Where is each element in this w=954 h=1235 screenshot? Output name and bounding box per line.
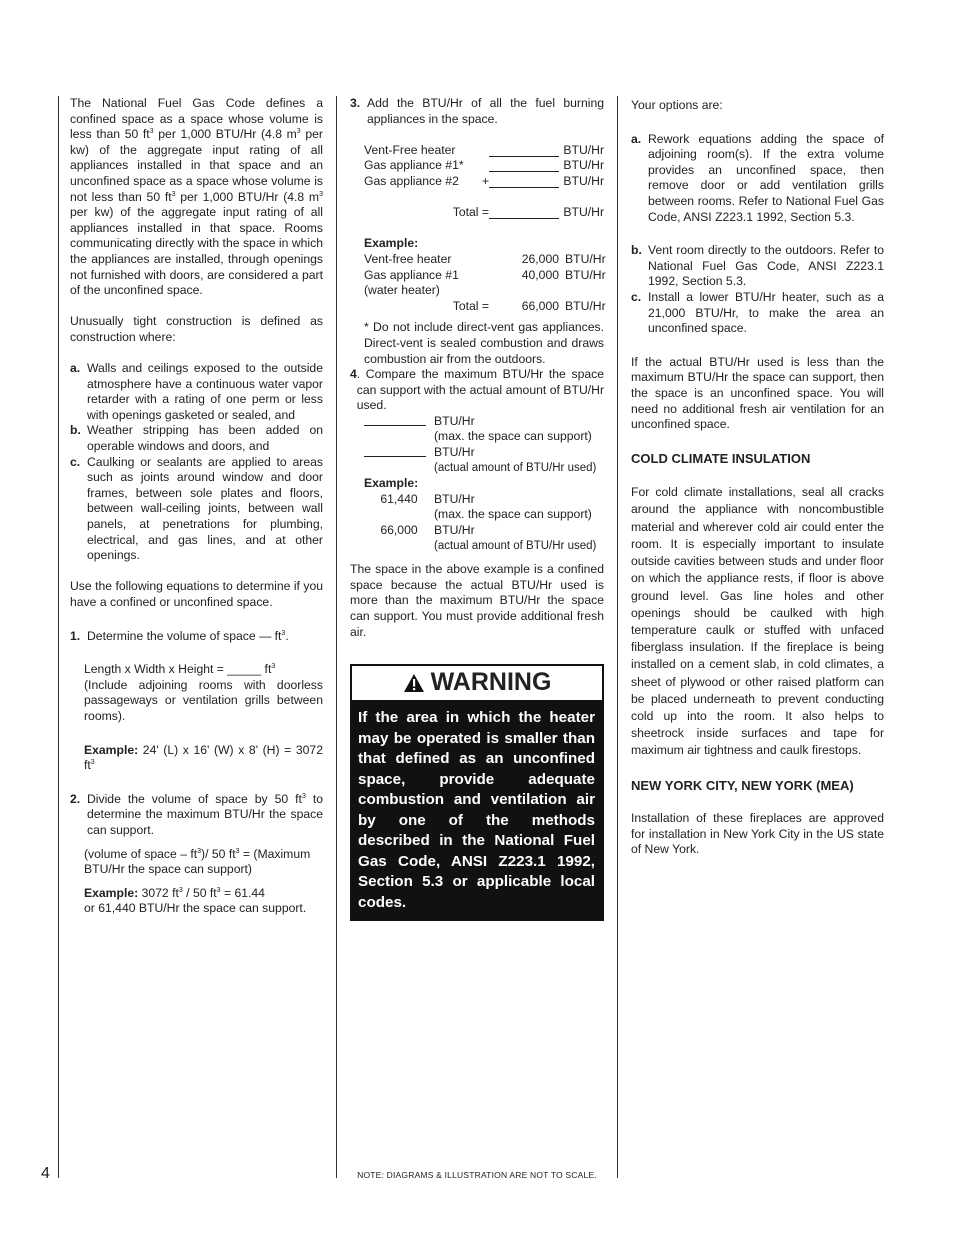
compare-worksheet: BTU/Hr (max. the space can support) BTU/Hr (actual amount of BTU/Hr used) Example: 61,440 BTU/Hr (max. the space can support) 66,000 BTU/Hr (actual amount of BTU/Hr used)	[364, 413, 597, 552]
option-item: c. Install a lower BTU/Hr heater, such as a 21,000 BTU/Hr, to make the area an unconfined space.	[631, 289, 884, 336]
tight-construction-list	[70, 361, 323, 564]
step-2-formula: (volume of space – $ft^3)/$ 50 $ft^3$ = (Maximum BTU/Hr the space can support)	[84, 846, 311, 877]
warning-title: WARNING	[430, 668, 552, 697]
page-number: 4	[41, 1165, 50, 1182]
tight-construction-intro: Unusually tight construction is defined as construction where:	[70, 314, 323, 344]
volume-example: Example: 24' (L) x 16' (W) x 8' (H) = 3072 $ft^3$	[84, 742, 323, 773]
cold-climate-heading: COLD CLIMATE INSULATION	[631, 450, 811, 466]
list-item: a. Walls and ceilings exposed to the outside atmosphere have a continuous water vapor retarder with a rating of one perm or less with openings gasketed or sealed, and	[70, 361, 323, 422]
example-total: Total = 66,000 BTU/Hr	[452, 298, 606, 313]
column-2	[350, 96, 604, 921]
cold-climate-text: For cold climate installations, seal all cracks around the appliance with noncombustible material and wherever cold air could enter the room. It is especially important to insulate outside cavities between studs and under floor on which the appliance rests, if floor is above ground level. Gas line holes and other openings should be caulked with high temperature caulk or stuffed with unfaced fiberglass insulation. If the fireplace is being installed on a cement slab, in cold climates, a sheet of plywood or other raised platform can be placed underneath to prevent conducting cold up into the room. It also helps to sheetrock inside surfaces and tape for maximum air tightness and caulk firestops.	[631, 485, 884, 758]
volume-formula: Length x Width x Height = _____ $ft^3$ (Include adjoining rooms with doorless passageways or ventilation grills between rooms).	[84, 662, 323, 723]
list-item: c. Caulking or sealants are applied to areas such as joints around window and door frames, between sole plates and floors, between wall-ceiling joints, between wall panels, at penetrations for plumbing, electrical, and gas lines, and at other openings.	[70, 454, 323, 563]
step-2-example: Example: 3072 $ft^3 / 50$ $ft^3 = 61.44$ or 61,440 BTU/Hr the space can support.	[84, 885, 307, 916]
step-1: 1. Determine the volume of space — $ft^3$.	[70, 628, 289, 643]
column-1	[70, 96, 323, 917]
step-2: 2. Divide the volume of space by 50 $ft^3$ to determine the maximum BTU/Hr the space can support.	[70, 791, 323, 837]
rule-mid1	[336, 96, 337, 1178]
confined-space-definition: The National Fuel Gas Code defines a confined space as a space whose volume is less than 50 $ft^3$ per 1,000 BTU/Hr (4.8 $m^3$ per kw) of the aggregate input rating of all appliances installed in that space and an unconfined space as a space whose volume is not less than 50 $ft^3$ per 1,000 BTU/Hr (4.8 $m^3$ per kw) of the aggregate input rating of all appliances installed in that space. Rooms communicating directly with the space in which the appliances are installed, through openings not furnished with doors, are considered a part of the unconfined space.	[70, 96, 323, 298]
step-3: 3. Add the BTU/Hr of all the fuel burning appliances in the space.	[350, 96, 604, 126]
worksheet-row: Gas appliance #2 + BTU/Hr	[364, 173, 604, 188]
warning-header	[352, 666, 602, 702]
warning-triangle-icon	[403, 673, 425, 693]
worksheet-total: Total = BTU/Hr	[452, 205, 604, 220]
equations-intro: Use the following equations to determine if you have a confined or unconfined space.	[70, 579, 323, 609]
rule-mid2	[617, 96, 618, 1178]
example-row: Vent-free heater 26,000 BTU/Hr	[364, 251, 606, 266]
worksheet-row: Vent-Free heater BTU/Hr	[364, 142, 604, 157]
footer-note: NOTE: DIAGRAMS & ILLUSTRATION ARE NOT TO SCALE.	[357, 1170, 597, 1180]
step-4: 4 . Compare the maximum BTU/Hr the space can support with the actual amount of BTU/Hr used.	[350, 367, 604, 413]
nyc-heading: NEW YORK CITY, NEW YORK (MEA)	[631, 777, 854, 793]
option-item: b. Vent room directly to the outdoors. Refer to National Fuel Gas Code, ANSI Z223.1 1992, Section 5.3.	[631, 243, 884, 289]
option-item: a. Rework equations adding the space of adjoining room(s). If the extra volume provides an unconfined space, then remove door or add ventilation grills between rooms. Refer to National Fuel Gas Code, ANSI Z223.1 1992, Section 5.3.	[631, 131, 884, 224]
example-conclusion: The space in the above example is a confined space because the actual BTU/Hr used is more than the maximum BTU/Hr the space can support. You must provide additional fresh air.	[350, 562, 604, 639]
example-row: Gas appliance #1 40,000 BTU/Hr	[364, 267, 606, 282]
nyc-text: Installation of these fireplaces are approved for installation in New York City in the US state of New York.	[631, 811, 884, 857]
options-intro: Your options are:	[631, 98, 723, 112]
warning-text: If the area in which the heater may be operated is smaller than that defined as an unconfined space, provide adequate combustion and ventilation air by one of the methods described in the National Fuel Gas Code, ANSI Z223.1 1992, Section 5.3 or applicable local codes.	[352, 702, 602, 919]
btu-worksheet	[364, 143, 604, 221]
warning-box	[350, 664, 604, 921]
direct-vent-note: * Do not include direct-vent gas appliances. Direct-vent is sealed combustion and draws combustion air from the outdoors.	[364, 320, 604, 366]
unconfined-conclusion: If the actual BTU/Hr used is less than the maximum BTU/Hr the space can support, then the space is an unconfined space. You will need no additional fresh air ventilation for an unconfined space.	[631, 354, 884, 432]
example-row: (water heater)	[364, 283, 440, 298]
list-item: b. Weather stripping has been added on operable windows and doors, and	[70, 423, 323, 454]
column-3	[631, 96, 884, 858]
worksheet-example: Example: Vent-free heater 26,000 BTU/Hr Gas appliance #1 40,000 BTU/Hr (water heater) Total = 66,000 BTU/Hr	[364, 236, 606, 313]
rule-left	[58, 96, 59, 1178]
worksheet-row: Gas appliance #1* BTU/Hr	[364, 158, 604, 173]
